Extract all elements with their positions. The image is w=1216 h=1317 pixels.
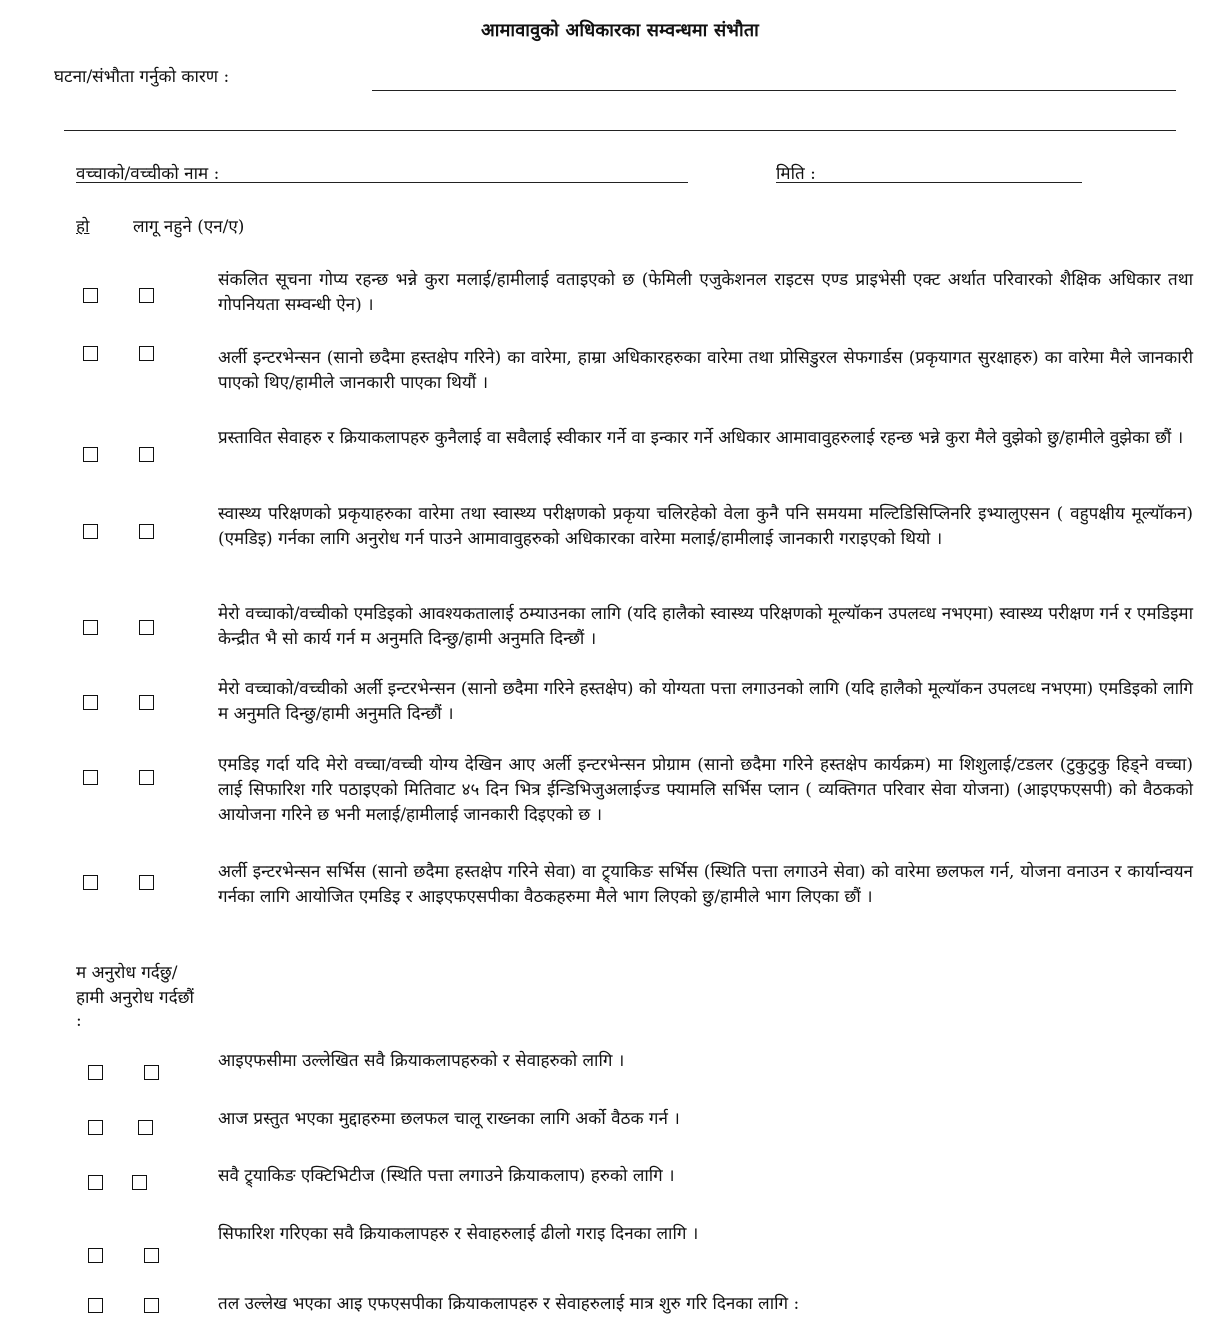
request-3-yes-checkbox[interactable] (88, 1175, 103, 1190)
item-8-text: अर्ली इन्टरभेन्सन सर्भिस (सानो छदैमा हस्तक्षेप गरिने सेवा) वा ट्र्याकिङ सर्भिस (स्थिति पत्ता लगाउने सेवा) को वारेमा छलफल गर्न, योजना वनाउन र कार्यान्वयन गर्नका लागि आयोजित एमडिइ र आइएफएसपीका वैठकहरुमा मैले भाग लिएको छु/हामीले भाग लिएका छौं । (218, 862, 1193, 907)
item-1-na-checkbox[interactable] (139, 288, 154, 303)
item-6-text: मेरो वच्चाको/वच्चीको अर्ली इन्टरभेन्सन (सानो छदैमा गरिने हस्तक्षेप) को योग्यता पत्ता लगाउनको लागि (यदि हालैको मूल्यॉकन उपलव्ध नभएमा) एमडिइको लागि म अनुमति दिन्छु/हामी अनुमति दिन्छौं । (218, 679, 1193, 724)
request-4-text: सिफारिश गरिएका सवै क्रियाकलापहरु र सेवाहरुलाई ढीलो गराइ दिनका लागि । (218, 1224, 699, 1244)
item-3-text: प्रस्तावित सेवाहरु र क्रियाकलापहरु कुनैलाई वा सवैलाई स्वीकार गर्ने वा इन्कार गर्ने अधिकार आमावावुहरुलाई रहन्छ भन्ने कुरा मैले वुझेको छु/हामीले वुझेका छौं । (218, 428, 1184, 448)
item-6-na-checkbox[interactable] (139, 695, 154, 710)
page-title: आमावावुको अधिकारका सम्वन्धमा संभौता (481, 20, 759, 41)
item-4-yes-checkbox[interactable] (83, 524, 98, 539)
request-4-yes-checkbox[interactable] (88, 1248, 103, 1263)
request-2-na-checkbox[interactable] (138, 1120, 153, 1135)
item-2-na-checkbox[interactable] (139, 346, 154, 361)
request-3-text: सवै ट्र्याकिङ एक्टिभिटीज (स्थिति पत्ता लगाउने क्रियाकलाप) हरुको लागि । (218, 1166, 675, 1186)
item-4-na-checkbox[interactable] (139, 524, 154, 539)
item-5-na-checkbox[interactable] (139, 620, 154, 635)
request-5-yes-checkbox[interactable] (88, 1298, 103, 1313)
request-heading-line-3: : (76, 1011, 82, 1031)
request-2-yes-checkbox[interactable] (88, 1120, 103, 1135)
request-4-na-checkbox[interactable] (144, 1248, 159, 1263)
request-1-na-checkbox[interactable] (144, 1065, 159, 1080)
date-label: मिति : (776, 164, 816, 184)
request-heading-line-2: हामी अनुरोध गर्दछौं (76, 988, 194, 1008)
date-field-line[interactable] (776, 182, 1082, 183)
child-name-label: वच्चाको/वच्चीको नाम : (76, 164, 220, 184)
item-8-yes-checkbox[interactable] (83, 875, 98, 890)
reason-field-line-2[interactable] (64, 130, 1176, 131)
item-2-yes-checkbox[interactable] (83, 346, 98, 361)
reason-label: घटना/संभौता गर्नुको कारण : (54, 67, 230, 87)
child-name-field-line[interactable] (76, 182, 688, 183)
item-5-yes-checkbox[interactable] (83, 620, 98, 635)
item-1-yes-checkbox[interactable] (83, 288, 98, 303)
item-5-text: मेरो वच्चाको/वच्चीको एमडिइको आवश्यकतालाई ठम्याउनका लागि (यदि हालैको स्वास्थ्य परिक्षणको मूल्यॉकन उपलव्ध नभएमा) स्वास्थ्य परीक्षण गर्न र एमडिइमा केन्द्रीत भै सो कार्य गर्न म अनुमति दिन्छु/हामी अनुमति दिन्छौं । (218, 604, 1193, 649)
na-column-header: लागू नहुने (एन/ए) (133, 217, 245, 237)
request-1-text: आइएफसीमा उल्लेखित सवै क्रियाकलापहरुको र सेवाहरुको लागि । (218, 1051, 625, 1071)
item-4-text: स्वास्थ्य परिक्षणको प्रकृयाहरुका वारेमा तथा स्वास्थ्य परीक्षणको प्रकृया चलिरहेको वेला कुनै पनि समयमा मल्टिडिसिप्लिनरि इभ्यालुएसन ( वहुपक्षीय मूल्यॉकन) (एमडिइ) गर्नका लागि अनुरोध गर्न पाउने आमावावुहरुको अधिकारका वारेमा मलाई/हामीलाई जानकारी गराइएको थियो । (218, 504, 1193, 549)
request-5-na-checkbox[interactable] (144, 1298, 159, 1313)
item-3-yes-checkbox[interactable] (83, 447, 98, 462)
item-3-na-checkbox[interactable] (139, 447, 154, 462)
item-7-text: एमडिइ गर्दा यदि मेरो वच्चा/वच्ची योग्य देखिन आए अर्ली इन्टरभेन्सन प्रोग्राम (सानो छदैमा गरिने हस्तक्षेप कार्यक्रम) मा शिशुलाई/टडलर (टुकुटुकु हिड्ने वच्चा) लाई सिफारिश गरि पठाइएको मितिवाट ४५ दिन भित्र ईन्डिभिजुअलाईज्ड फ्यामलि सर्भिस प्लान ( व्यक्तिगत परिवार सेवा योजना) (आइएफएसपी) को वैठकको आयोजना गरिने छ भनी मलाई/हामीलाई जानकारी दिइएको छ । (218, 755, 1193, 825)
request-heading-line-1: म अनुरोध गर्दछु/ (76, 963, 178, 983)
item-2-text: अर्ली इन्टरभेन्सन (सानो छदैमा हस्तक्षेप गरिने) का वारेमा, हाम्रा अधिकारहरुका वारेमा तथा प्रोसिडुरल सेफगार्डस (प्रकृयागत सुरक्षाहरु) का वारेमा मैले जानकारी पाएको थिए/हामीले जानकारी पाएका थियौं । (218, 348, 1193, 393)
request-1-yes-checkbox[interactable] (88, 1065, 103, 1080)
item-8-na-checkbox[interactable] (139, 875, 154, 890)
yes-column-header: हो (76, 217, 90, 237)
item-7-yes-checkbox[interactable] (83, 770, 98, 785)
item-7-na-checkbox[interactable] (139, 770, 154, 785)
item-1-text: संकलित सूचना गोप्य रहन्छ भन्ने कुरा मलाई/हामीलाई वताइएको छ (फेमिली एजुकेशनल राइटस एण्ड प्राइभेसी एक्ट अर्थात परिवारको शैक्षिक अधिकार तथा गोपनियता सम्वन्धी ऐन) । (218, 270, 1193, 315)
reason-field-line[interactable] (372, 90, 1176, 91)
request-2-text: आज प्रस्तुत भएका मुद्दाहरुमा छलफल चालू राख्नका लागि अर्को वैठक गर्न । (218, 1109, 680, 1129)
request-5-text: तल उल्लेख भएका आइ एफएसपीका क्रियाकलापहरु र सेवाहरुलाई मात्र शुरु गरि दिनका लागि : (218, 1294, 800, 1314)
request-3-na-checkbox[interactable] (132, 1175, 147, 1190)
item-6-yes-checkbox[interactable] (83, 695, 98, 710)
